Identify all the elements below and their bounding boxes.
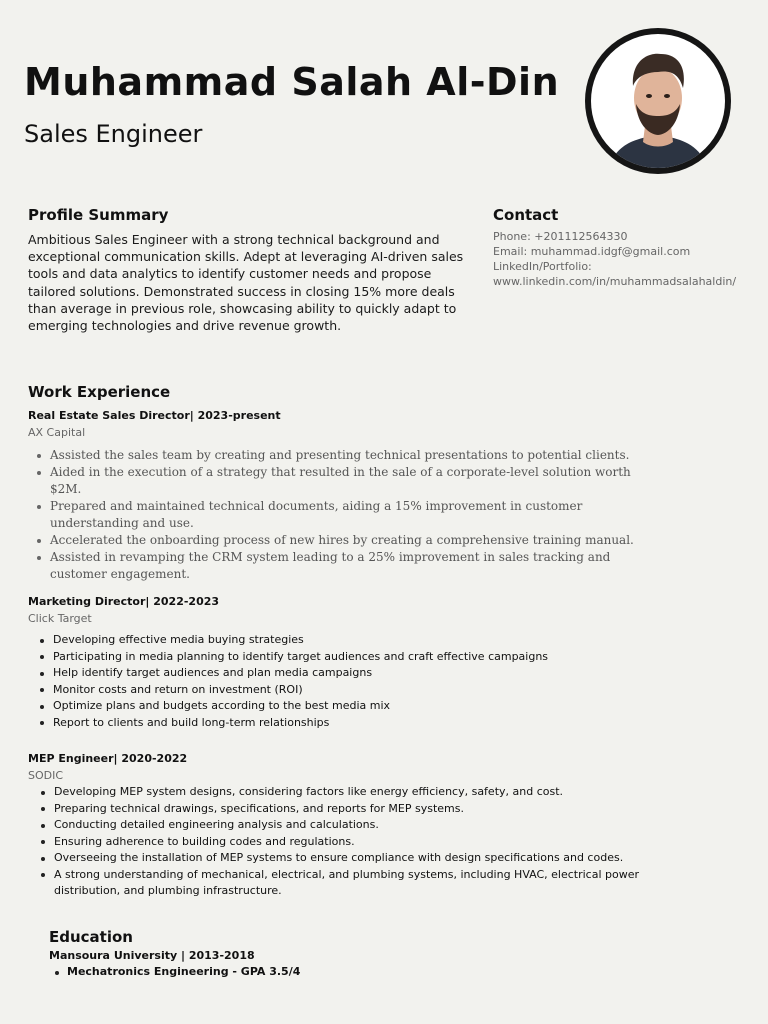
education-items xyxy=(49,964,300,980)
job-company: AX Capital xyxy=(28,426,86,439)
job-bullets xyxy=(28,784,654,900)
job-entry xyxy=(28,752,668,900)
list-item: Developing effective media buying strategies xyxy=(53,632,653,649)
list-item: Help identify target audiences and plan media campaigns xyxy=(53,665,653,682)
profile-photo xyxy=(585,28,731,174)
list-item: Report to clients and build long-term relationships xyxy=(53,715,653,732)
job-entry xyxy=(28,595,668,731)
job-bullets xyxy=(28,632,653,731)
list-item: Developing MEP system designs, considering factors like energy efficiency, safety, and cost. xyxy=(54,784,654,801)
list-item: Aided in the execution of a strategy that resulted in the sale of a corporate-level solution worth $2M. xyxy=(50,464,650,498)
list-item: A strong understanding of mechanical, electrical, and plumbing systems, including HVAC, electrical power distribution, and plumbing infrastructure. xyxy=(54,867,654,900)
list-item: Assisted the sales team by creating and presenting technical presentations to potential clients. xyxy=(50,447,650,464)
work-experience-section xyxy=(28,383,668,900)
profile-summary-text: Ambitious Sales Engineer with a strong technical background and exceptional communication skills. Adept at leveraging AI-driven sales tools and data analytics to identify customer needs and propose tailored solutions. Demonstrated success in closing 15% more deals than average in previous role, showcasing ability to quickly adapt to emerging technologies and drive revenue growth. xyxy=(28,232,464,334)
list-item: Prepared and maintained technical documents, aiding a 15% improvement in customer understanding and use. xyxy=(50,498,650,532)
education-section xyxy=(49,928,300,980)
list-item: Conducting detailed engineering analysis and calculations. xyxy=(54,817,654,834)
list-item: Accelerated the onboarding process of new hires by creating a comprehensive training manual. xyxy=(50,532,650,549)
job-bullets xyxy=(28,447,650,583)
contact-email: Email: muhammad.idgf@gmail.com xyxy=(493,245,691,258)
list-item: Participating in media planning to identify target audiences and craft effective campaigns xyxy=(53,649,653,666)
contact-linkedin-label: LinkedIn/Portfolio: xyxy=(493,260,592,273)
profile-summary-heading: Profile Summary xyxy=(28,206,169,224)
education-heading: Education xyxy=(49,928,133,946)
contact-heading: Contact xyxy=(493,206,559,224)
list-item: Ensuring adherence to building codes and regulations. xyxy=(54,834,654,851)
job-title: Real Estate Sales Director| 2023-present xyxy=(28,409,281,422)
list-item: Assisted in revamping the CRM system leading to a 25% improvement in sales tracking and customer engagement. xyxy=(50,549,650,583)
list-item: Mechatronics Engineering - GPA 3.5/4 xyxy=(67,965,301,978)
profile-summary-section xyxy=(28,206,478,334)
job-title: MEP Engineer| 2020-2022 xyxy=(28,752,188,765)
job-company: Click Target xyxy=(28,612,92,625)
list-item: Monitor costs and return on investment (ROI) xyxy=(53,682,653,699)
job-title-heading: Sales Engineer xyxy=(24,120,203,148)
work-experience-heading: Work Experience xyxy=(28,383,171,401)
list-item: Optimize plans and budgets according to the best media mix xyxy=(53,698,653,715)
list-item: Preparing technical drawings, specifications, and reports for MEP systems. xyxy=(54,801,654,818)
contact-section xyxy=(493,206,768,289)
contact-linkedin-url: www.linkedin.com/in/muhammadsalahaldin/ xyxy=(493,275,737,288)
job-company: SODIC xyxy=(28,769,64,782)
job-title: Marketing Director| 2022-2023 xyxy=(28,595,220,608)
education-school: Mansoura University | 2013-2018 xyxy=(49,949,255,962)
contact-phone: Phone: +201112564330 xyxy=(493,230,628,243)
candidate-name: Muhammad Salah Al-Din xyxy=(24,60,560,104)
avatar-photo-icon xyxy=(591,34,725,168)
job-entry xyxy=(28,409,668,583)
list-item: Overseeing the installation of MEP systems to ensure compliance with design specifications and codes. xyxy=(54,850,654,867)
